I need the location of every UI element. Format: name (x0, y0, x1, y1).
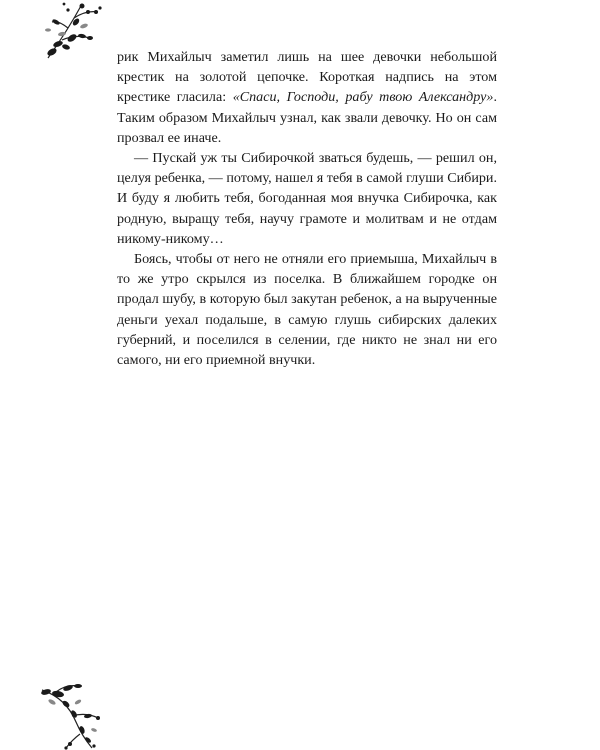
paragraph-3: Боясь, чтобы от него не отняли его приемыша, Михайлыч в то же утро скрылся из поселка. В ближайшем городке он продал шубу, в которую был закутан ребенок, а на вырученные деньги уехал подальше, в самую глушь сибирских далеких губерний, и поселился в селении, где никто не знал ни его самого, ни его приемной внучки. (117, 251, 497, 369)
paragraph-1 (117, 47, 497, 148)
body-text (117, 47, 497, 370)
floral-ornament-bottom-icon (36, 678, 114, 750)
floral-ornament-top-icon (38, 0, 118, 62)
paragraph-1-start: рик Михайлыч заметил лишь на шее девочки небольшой крестик на золотой цепочке. Короткая надпись на этом крестике гласила: (117, 49, 497, 106)
cross-inscription: «Спаси, Господи, рабу твою Александру» (232, 89, 494, 106)
paragraph-1-end: . Таким образом Михайлыч узнал, как звали девочку. Но он сам прозвал ее иначе. (117, 89, 497, 146)
paragraph-2: — Пускай уж ты Сибирочкой зваться будешь, — решил он, целуя ребенка, — потому, нашел я тебя в самой глуши Сибири. И буду я любить тебя, богоданная моя внучка Сибирочка, как родную, выращу тебя, научу грамоте и молитвам и не отдам никому-никому… (117, 150, 497, 247)
